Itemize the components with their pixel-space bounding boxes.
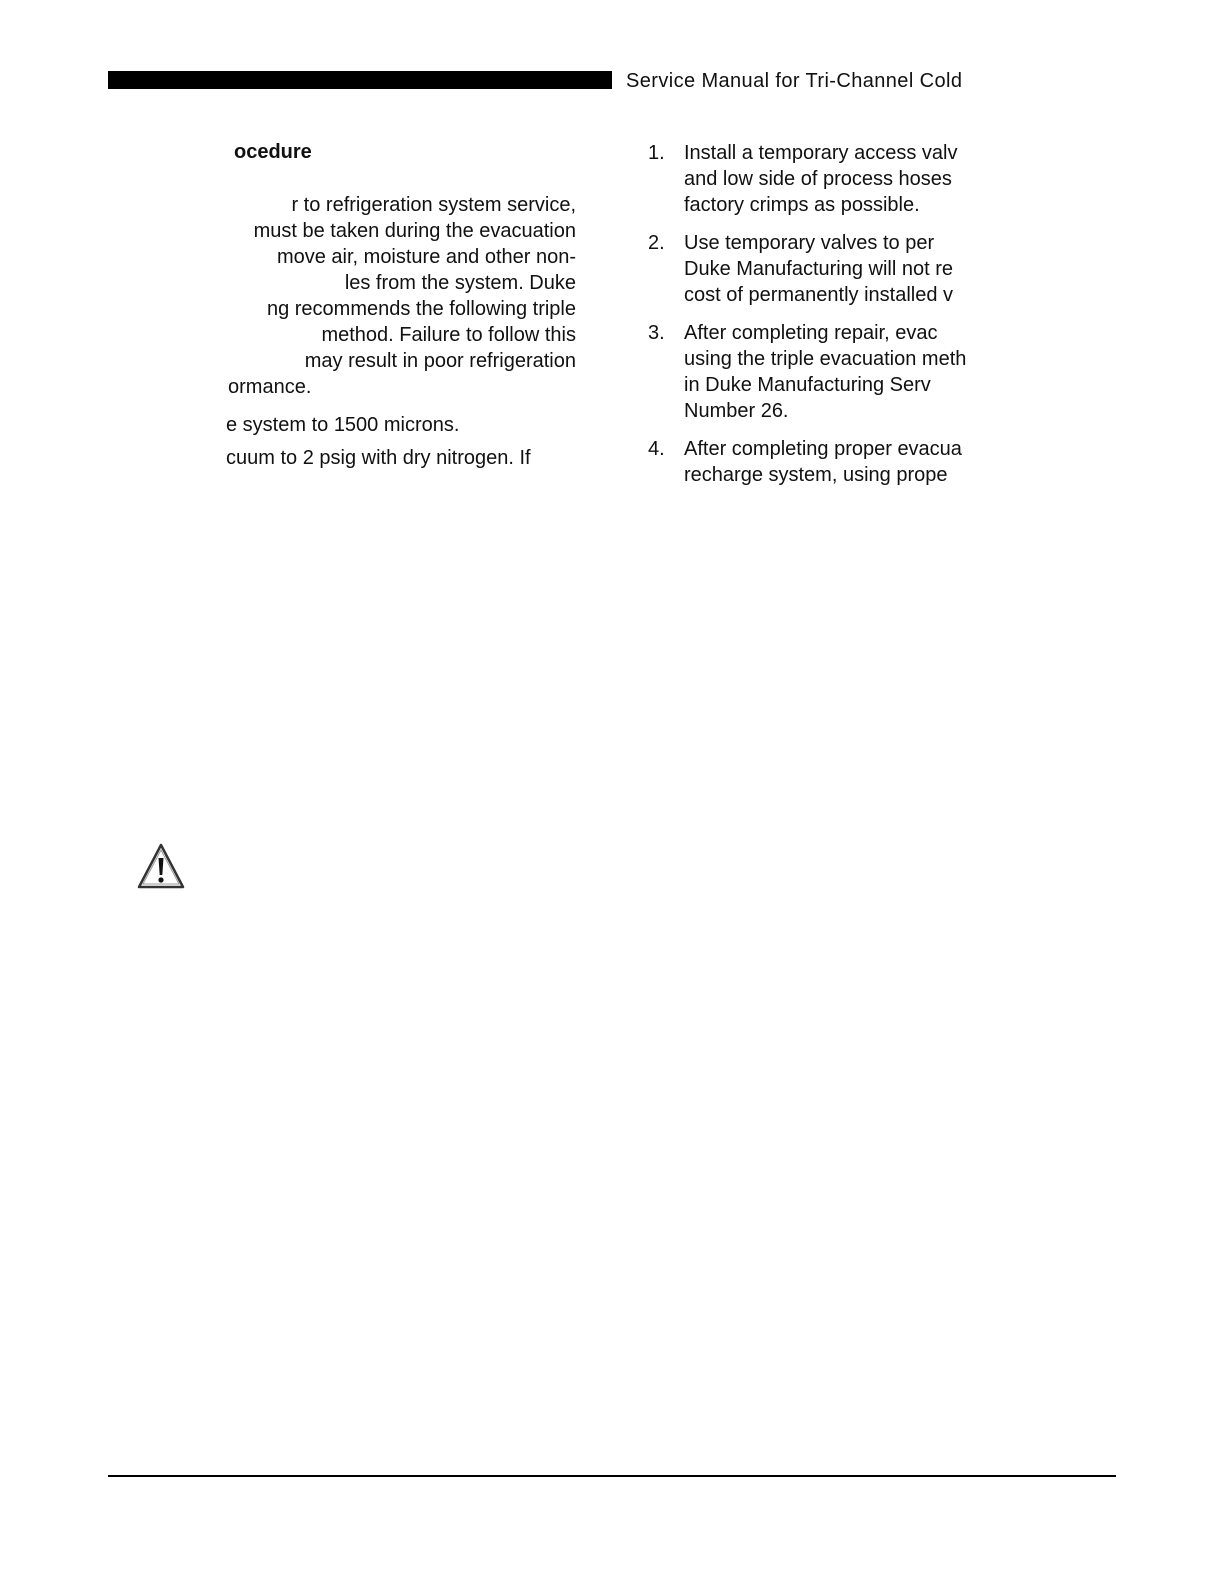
list-item	[648, 320, 993, 424]
item-line: After completing repair, evac	[684, 322, 938, 344]
list-item	[648, 230, 993, 308]
paragraph-line: move air, moisture and other non-	[276, 246, 576, 268]
item-number: 2.	[648, 232, 665, 254]
item-line: Number 26.	[684, 400, 789, 422]
paragraph-line: r to refrigeration system service,	[291, 194, 576, 216]
header-bar	[108, 71, 612, 89]
item-line: cost of permanently installed v	[684, 284, 954, 306]
item-line: factory crimps as possible.	[684, 194, 920, 216]
item-line: Use temporary valves to per	[684, 232, 935, 254]
list-item	[648, 436, 993, 488]
item-line: recharge system, using prope	[684, 464, 948, 486]
item-line: After completing proper evacua	[684, 438, 962, 460]
step-line: cuum to 2 psig with dry nitrogen. If	[226, 447, 531, 469]
item-line: Install a temporary access valv	[684, 142, 958, 164]
left-column	[218, 138, 576, 471]
item-number: 1.	[648, 142, 665, 164]
item-number: 4.	[648, 438, 665, 460]
paragraph-line: must be taken during the evacuation	[253, 220, 576, 242]
right-column	[648, 140, 993, 500]
paragraph-line: method. Failure to follow this	[321, 324, 576, 346]
paragraph-line: les from the system. Duke	[344, 272, 576, 294]
item-number: 3.	[648, 322, 665, 344]
item-line: Duke Manufacturing will not re	[684, 258, 954, 280]
list-item	[648, 140, 993, 218]
paragraph-line: may result in poor refrigeration	[304, 350, 576, 372]
intro-paragraph	[218, 192, 576, 400]
item-line: using the triple evacuation meth	[684, 348, 967, 370]
paragraph-line: ng recommends the following triple	[266, 298, 576, 320]
warning-triangle-icon	[136, 842, 186, 890]
paragraph-line: ormance.	[228, 376, 312, 398]
header-title: Service Manual for Tri-Channel Cold	[626, 70, 963, 92]
item-line: in Duke Manufacturing Serv	[684, 374, 931, 396]
footer-rule	[108, 1475, 1116, 1477]
item-line: and low side of process hoses	[684, 168, 952, 190]
step-line: e system to 1500 microns.	[226, 414, 460, 436]
section-heading: ocedure	[234, 141, 312, 163]
